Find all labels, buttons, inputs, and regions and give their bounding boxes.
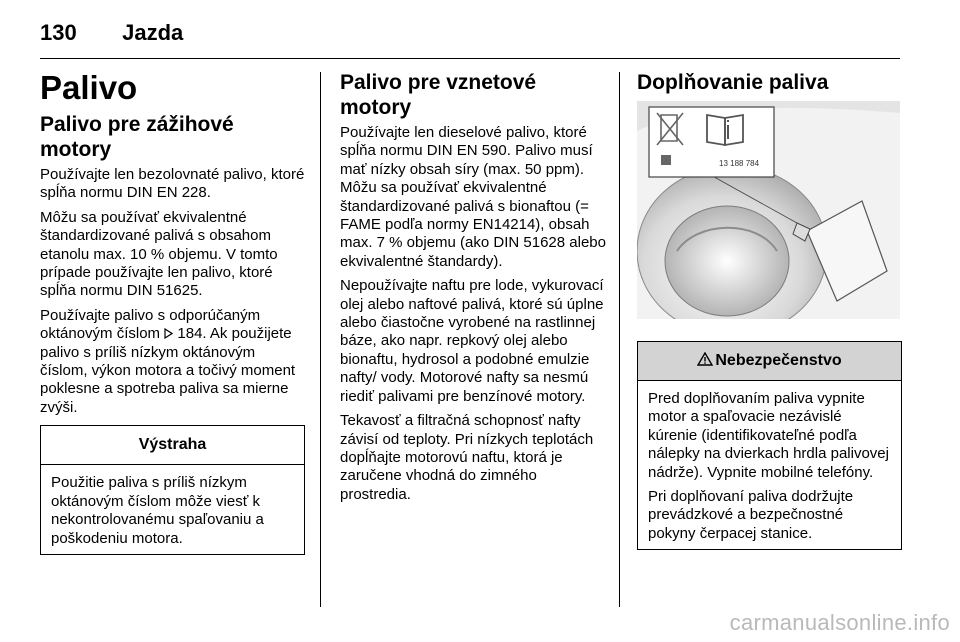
column-middle [340,70,610,510]
fuel-title: Palivo [40,69,138,106]
column-left [40,70,305,555]
column-right [637,70,902,550]
petrol-paragraph-2: Môžu sa používať ekvivalentné štandardizované palivá s obsahom etanolu max. 10 % objemu. V tomto prípade používajte len palivo, ktoré spĺňa normu DIN 51625. [40,208,278,300]
column-divider-2 [619,72,620,607]
fuel-filler-flap-figure [637,101,900,319]
petrol-paragraph-3: Používajte palivo s odporúčaným oktánovým číslom 184. Ak použijete palivo s príliš nízkym oktánovým číslom, výkon motora a točivý moment poklesne a spotreba paliva sa mierne zvýši. [40,306,296,416]
petrol-paragraph-1: Používajte len bezolovnaté palivo, ktoré spĺňa normu DIN EN 228. [40,166,305,202]
refuelling-heading: Doplňovanie paliva [637,71,829,94]
page-header [40,20,183,46]
danger-box [637,341,902,550]
diesel-paragraph-1: Používajte len dieselové palivo, ktoré spĺňa normu DIN EN 590. Palivo musí mať nízky obsah síry (max. 50 ppm). Môžu sa používať ekvivalentné štandardizované palivá s bionaftou (= FAME podľa normy EN14214), obsah max. 7 % objemu (ako DIN 51628 alebo ekvivalentné štandardy). [340,124,606,270]
watermark: carmanualsonline.info [729,610,950,635]
fuel-flap-illustration [637,101,900,319]
warning-title: Výstraha [41,426,304,465]
section-title: Jazda [122,20,184,45]
danger-header [638,342,901,381]
danger-paragraph-2: Pri doplňovaní paliva dodržujte prevádzkové a bezpečnostné pokyny čerpacej stanice. [648,488,854,542]
petrol-engines-heading: Palivo pre zážihové motory [40,113,234,161]
header-rule [40,58,900,59]
diesel-paragraph-2: Nepoužívajte naftu pre lode, vykurovací olej alebo naftové palivá, ktoré sú úplne alebo čiastočne vyrobené na rastlinnej báze, ako napr. repkový olej alebo bionaftu, hydrosol a podobné emulzie nafty/ vody. Motorové nafty sa nesmú riediť palivami pre benzínové motory. [340,277,604,405]
warning-text: Použitie paliva s príliš nízkym oktánovým číslom môže viesť k nekontrolovanému spaľovaniu a poškodeniu motora. [51,474,264,547]
figure-code: 13 188 784 [719,159,760,168]
diesel-paragraph-3: Tekavosť a filtračná schopnosť nafty závisí od teploty. Pri nízkych teplotách dopĺňajte motorovú naftu, ktorá je zaručene vhodná do zimného prostredia. [340,412,594,503]
column-divider-1 [320,72,321,607]
warning-box [40,425,305,555]
danger-title: Nebezpečenstvo [715,352,842,369]
danger-paragraph-1: Pred doplňovaním paliva vypnite motor a spaľovacie nezávislé kúrenie (identifikovateľné podľa nálepky na dvierkach hrdla palivovej nádrže). Vypnite mobilné telefóny. [648,390,889,481]
page-number: 130 [40,20,77,45]
diesel-engines-heading: Palivo pre vznetové motory [340,71,537,119]
warning-triangle-icon [697,352,713,369]
page-reference-link[interactable]: 184 [177,325,203,343]
triangle-reference-icon[interactable] [164,325,173,342]
